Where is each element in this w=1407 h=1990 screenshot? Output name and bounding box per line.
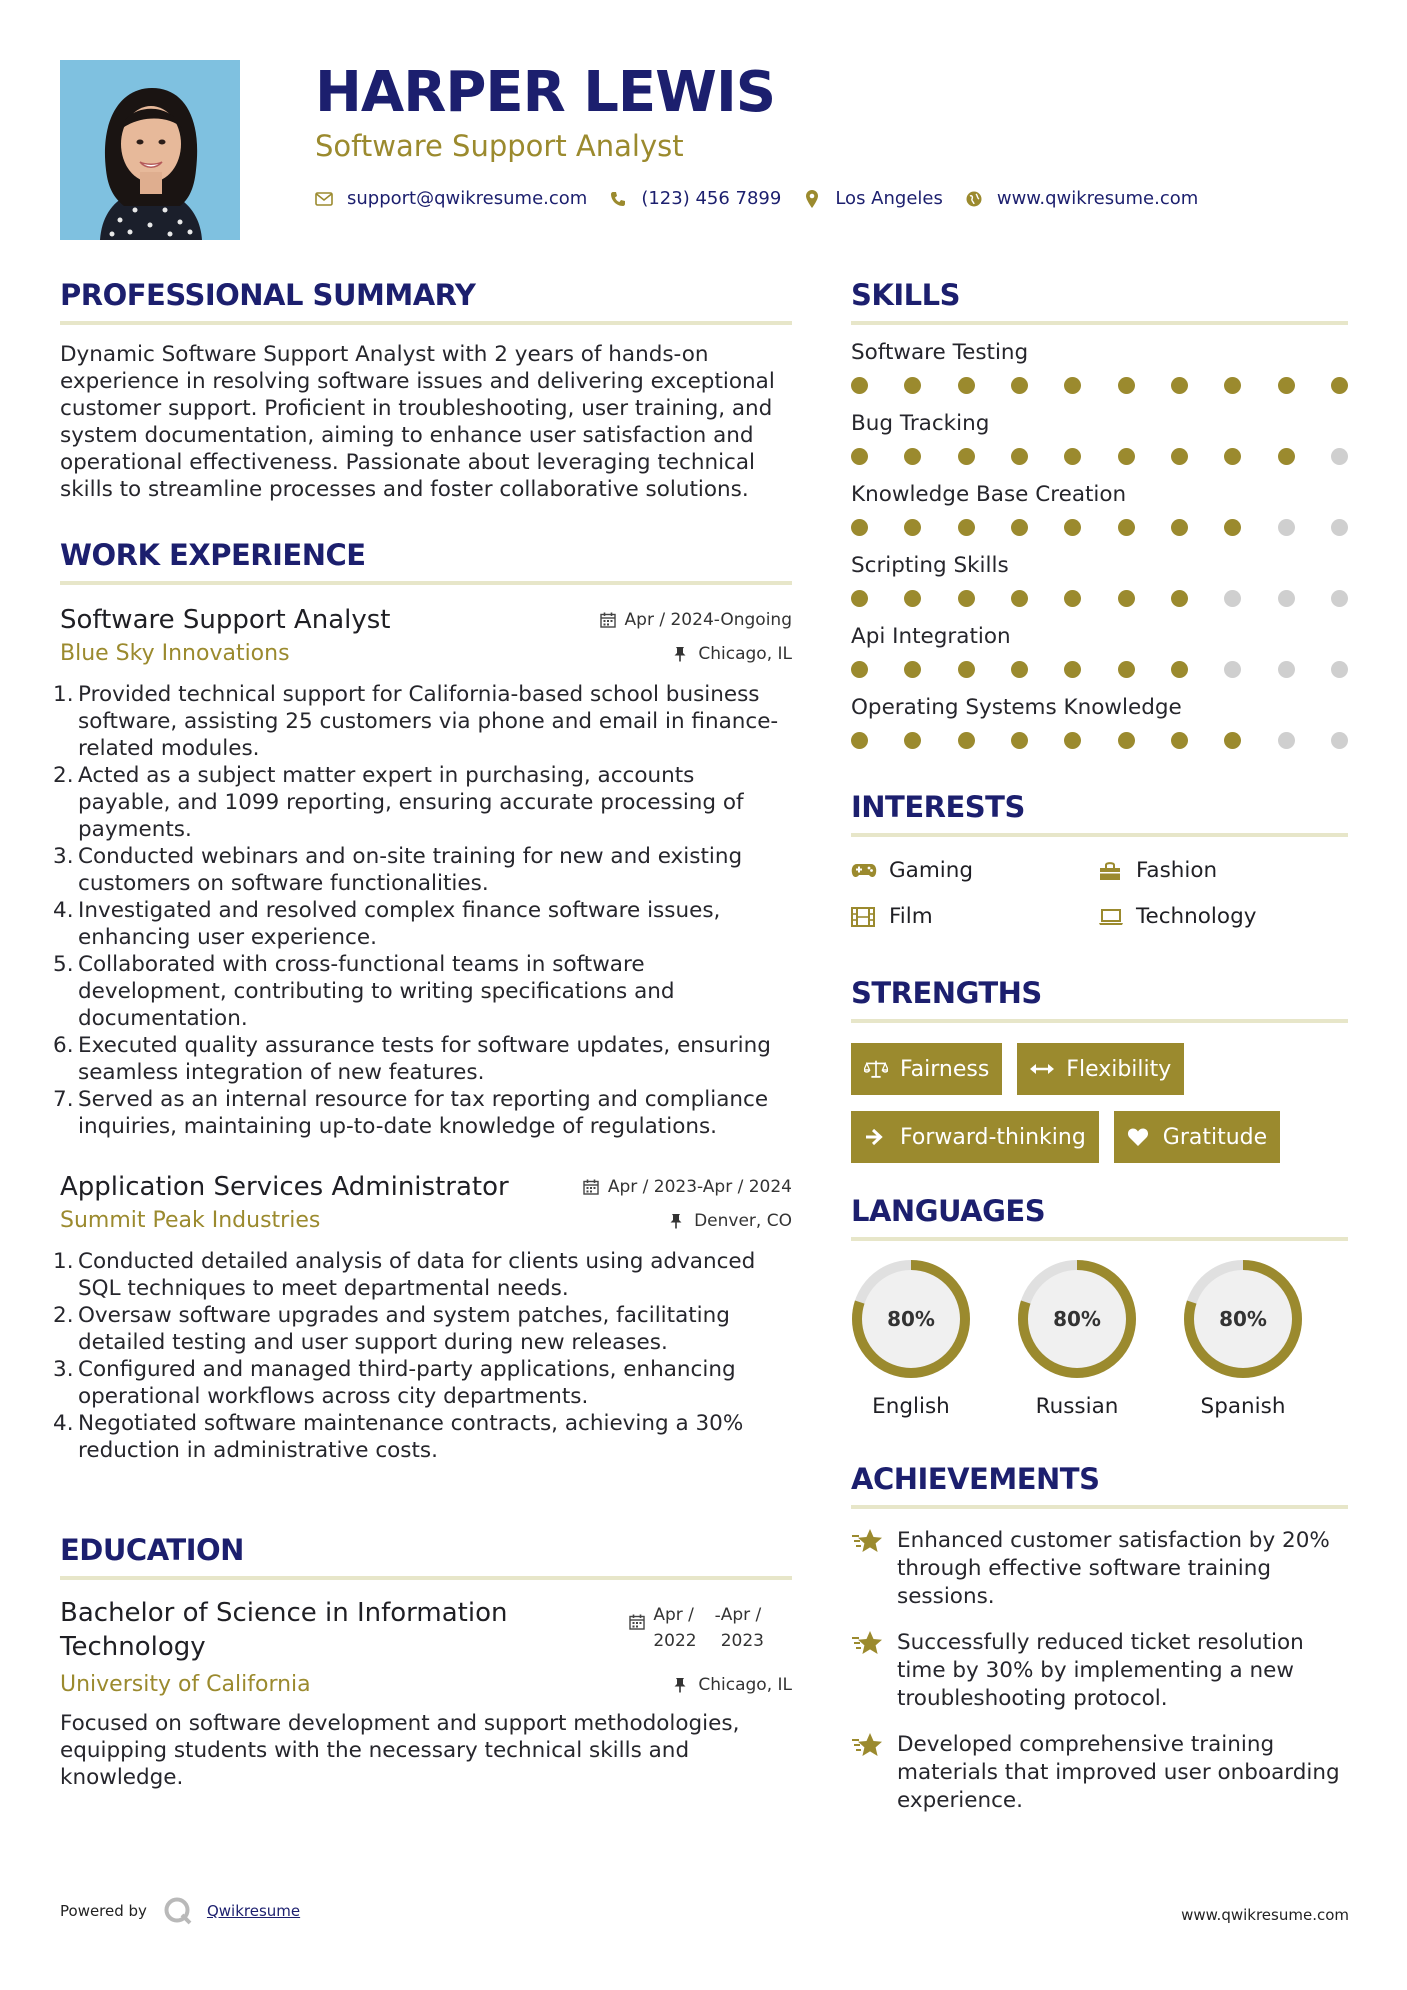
contact-bar xyxy=(315,188,1355,209)
rating-dot-filled xyxy=(1064,448,1081,465)
summary-title: PROFESSIONAL SUMMARY xyxy=(60,278,476,312)
gamepad-icon xyxy=(851,861,877,881)
experience-title: WORK EXPERIENCE xyxy=(60,538,366,572)
globe-icon xyxy=(965,190,983,208)
footer-powered-by xyxy=(60,1896,300,1926)
rating-dot-filled xyxy=(1064,590,1081,607)
achievement-text: Enhanced customer satisfaction by 20% through effective software training sessions. xyxy=(897,1528,1330,1609)
language-progress-ring xyxy=(1183,1259,1303,1379)
rating-dot-filled xyxy=(1171,377,1188,394)
start-month: Apr / xyxy=(653,1605,694,1625)
rating-dot-filled xyxy=(904,519,921,536)
job-location xyxy=(673,644,792,664)
pushpin-icon xyxy=(673,1677,689,1693)
rating-dot-filled xyxy=(1331,377,1348,394)
experience-section xyxy=(60,535,792,1464)
rating-dot-filled xyxy=(1011,732,1028,749)
rating-dot-filled xyxy=(958,590,975,607)
job-entry xyxy=(60,603,792,1140)
candidate-role: Software Support Analyst xyxy=(315,129,684,163)
candidate-name: HARPER LEWIS xyxy=(315,60,776,125)
interest-fashion xyxy=(1098,855,1348,887)
job-entry xyxy=(60,1170,792,1464)
rating-dot-empty xyxy=(1331,590,1348,607)
school-location xyxy=(673,1675,792,1695)
section-divider xyxy=(851,1505,1348,1509)
contact-location xyxy=(803,188,943,209)
degree-title: Bachelor of Science in Information Technology xyxy=(60,1598,508,1662)
languages-section xyxy=(851,1191,1348,1421)
rating-dot-empty xyxy=(1278,661,1295,678)
education-section xyxy=(60,1530,792,1791)
strength-tag-fairness xyxy=(851,1043,1002,1095)
map-marker-icon xyxy=(803,190,821,208)
company-name: Summit Peak Industries xyxy=(60,1208,321,1233)
rating-dot-filled xyxy=(1118,448,1135,465)
rating-dot-filled xyxy=(904,377,921,394)
education-dates xyxy=(629,1602,764,1654)
section-divider xyxy=(851,1019,1348,1023)
rating-dot-filled xyxy=(1118,377,1135,394)
language-name: Russian xyxy=(1035,1394,1119,1419)
rating-dot-filled xyxy=(1224,519,1241,536)
skill-rating xyxy=(851,732,1348,749)
list-item: Conducted webinars and on-site training for new and existing customers on software functionalities. xyxy=(78,844,743,896)
job-dates-text: Apr / 2024-Ongoing xyxy=(624,610,792,630)
interest-label: Film xyxy=(889,904,933,929)
rating-dot-filled xyxy=(851,661,868,678)
list-item: Executed quality assurance tests for software updates, ensuring seamless integration of new features. xyxy=(78,1033,771,1085)
rating-dot-filled xyxy=(904,732,921,749)
skill-name: Scripting Skills xyxy=(851,553,1009,578)
strength-label: Fairness xyxy=(900,1056,990,1082)
skill-name: Bug Tracking xyxy=(851,411,990,436)
rating-dot-filled xyxy=(958,519,975,536)
rating-dot-filled xyxy=(904,661,921,678)
date-separator: - xyxy=(714,1606,721,1626)
rating-dot-filled xyxy=(1278,448,1295,465)
section-divider xyxy=(60,581,792,585)
languages-list xyxy=(851,1259,1348,1421)
pushpin-icon xyxy=(669,1213,685,1229)
job-location xyxy=(669,1211,792,1231)
duties-list xyxy=(60,1248,792,1464)
skill-rating xyxy=(851,661,1348,678)
skill-rating xyxy=(851,448,1348,465)
rating-dot-filled xyxy=(1064,519,1081,536)
strengths-section xyxy=(851,973,1348,1163)
strength-tag-gratitude xyxy=(1114,1111,1280,1163)
rating-dot-empty xyxy=(1331,661,1348,678)
start-year: 2022 xyxy=(653,1631,697,1651)
rating-dot-filled xyxy=(851,590,868,607)
rating-dot-empty xyxy=(1278,590,1295,607)
achievement-item xyxy=(851,1731,1348,1815)
list-item: Collaborated with cross-functional teams in software development, contributing to writing specifications and documentation. xyxy=(78,952,675,1031)
interest-label: Technology xyxy=(1136,904,1257,929)
laptop-icon xyxy=(1098,907,1124,927)
list-item: Oversaw software upgrades and system patches, facilitating detailed testing and user support during new releases. xyxy=(78,1303,730,1355)
contact-email[interactable] xyxy=(315,188,587,209)
achievement-text: Successfully reduced ticket resolution time by 30% by implementing a new troubleshooting protocol. xyxy=(897,1630,1304,1711)
language-progress-ring xyxy=(1017,1259,1137,1379)
film-icon xyxy=(851,907,877,927)
rating-dot-empty xyxy=(1331,519,1348,536)
rating-dot-filled xyxy=(904,590,921,607)
rating-dot-filled xyxy=(1278,377,1295,394)
school-location-text: Chicago, IL xyxy=(698,1675,792,1695)
skills-title: SKILLS xyxy=(851,278,960,312)
rating-dot-empty xyxy=(1224,590,1241,607)
rating-dot-filled xyxy=(851,377,868,394)
section-divider xyxy=(60,321,792,325)
section-divider xyxy=(851,833,1348,837)
skill-name: Software Testing xyxy=(851,340,1029,365)
strength-tag-flexibility xyxy=(1017,1043,1184,1095)
achievement-item xyxy=(851,1629,1348,1713)
arrow-right-icon xyxy=(864,1127,888,1147)
email-text: support@qwikresume.com xyxy=(347,188,588,209)
education-title: EDUCATION xyxy=(60,1533,244,1567)
strength-label: Flexibility xyxy=(1066,1056,1172,1082)
skill-rating xyxy=(851,519,1348,536)
rating-dot-filled xyxy=(1011,519,1028,536)
left-column xyxy=(60,275,792,1791)
achievements-section xyxy=(851,1459,1348,1815)
profile-photo xyxy=(60,60,240,240)
list-item: Acted as a subject matter expert in purchasing, accounts payable, and 1099 reporting, ensuring accurate processing of payments. xyxy=(78,763,744,842)
summary-section xyxy=(60,275,792,503)
strength-tag-forward-thinking xyxy=(851,1111,1099,1163)
language-item xyxy=(851,1259,971,1421)
strength-label: Gratitude xyxy=(1162,1124,1268,1150)
rating-dot-filled xyxy=(1171,590,1188,607)
skill-name: Operating Systems Knowledge xyxy=(851,695,1182,720)
rating-dot-filled xyxy=(1064,732,1081,749)
calendar-icon xyxy=(583,1179,599,1195)
rating-dot-filled xyxy=(851,448,868,465)
language-percent: 80% xyxy=(887,1307,935,1331)
list-item: Served as an internal resource for tax reporting and compliance inquiries, maintaining up-to-date knowledge of regulations. xyxy=(78,1087,769,1139)
company-name: Blue Sky Innovations xyxy=(60,641,290,666)
skill-rating xyxy=(851,377,1348,394)
portrait-image xyxy=(60,60,240,240)
rating-dot-empty xyxy=(1331,732,1348,749)
interest-technology xyxy=(1098,901,1348,933)
duties-list xyxy=(60,681,792,1140)
skill-rating xyxy=(851,590,1348,607)
star-badge-icon xyxy=(851,1527,885,1555)
rating-dot-empty xyxy=(1331,448,1348,465)
rating-dot-filled xyxy=(1011,377,1028,394)
section-divider xyxy=(851,321,1348,325)
calendar-icon xyxy=(629,1614,645,1635)
location-text: Los Angeles xyxy=(835,188,943,209)
star-badge-icon xyxy=(851,1731,885,1759)
interest-label: Fashion xyxy=(1136,858,1218,883)
rating-dot-filled xyxy=(1118,732,1135,749)
rating-dot-filled xyxy=(1224,377,1241,394)
rating-dot-filled xyxy=(958,377,975,394)
list-item: Investigated and resolved complex finance software issues, enhancing user experience. xyxy=(78,898,721,950)
rating-dot-empty xyxy=(1278,732,1295,749)
rating-dot-filled xyxy=(1171,661,1188,678)
list-item: Conducted detailed analysis of data for clients using advanced SQL techniques to meet departmental needs. xyxy=(78,1249,756,1301)
end-year: 2023 xyxy=(720,1631,764,1651)
interest-film xyxy=(851,901,1098,933)
right-column xyxy=(851,275,1348,1815)
education-description: Focused on software development and support methodologies, equipping students with the necessary technical skills and knowledge. xyxy=(60,1711,740,1790)
qwikresume-logo-icon xyxy=(163,1896,193,1926)
job-location-text: Denver, CO xyxy=(694,1211,792,1231)
calendar-icon xyxy=(600,612,616,628)
language-item xyxy=(1183,1259,1303,1421)
rating-dot-filled xyxy=(958,448,975,465)
balance-scale-icon xyxy=(864,1059,888,1079)
end-month: Apr / xyxy=(720,1605,762,1625)
language-progress-ring xyxy=(851,1259,971,1379)
skills-section xyxy=(851,275,1348,749)
rating-dot-filled xyxy=(958,732,975,749)
rating-dot-filled xyxy=(904,448,921,465)
achievement-item xyxy=(851,1527,1348,1611)
rating-dot-filled xyxy=(1118,590,1135,607)
star-badge-icon xyxy=(851,1629,885,1657)
list-item: Provided technical support for California-based school business software, assisting 25 customers via phone and email in finance-related modules. xyxy=(78,682,779,761)
phone-text: (123) 456 7899 xyxy=(641,188,782,209)
skill-name: Api Integration xyxy=(851,624,1011,649)
rating-dot-filled xyxy=(1011,590,1028,607)
resume-header xyxy=(315,58,1355,209)
footer-website[interactable]: www.qwikresume.com xyxy=(1181,1906,1349,1924)
language-percent: 80% xyxy=(1219,1307,1267,1331)
section-divider xyxy=(60,1576,792,1580)
rating-dot-filled xyxy=(1171,448,1188,465)
summary-text: Dynamic Software Support Analyst with 2 years of hands-on experience in resolving software issues and delivering exceptional customer support. Proficient in troubleshooting, user training, and system documentation, aiming to enhance user satisfaction and operational effectiveness. Passionate about leveraging technical skills to streamline processes and foster collaborative solutions. xyxy=(60,342,775,502)
skill-name: Knowledge Base Creation xyxy=(851,482,1127,507)
rating-dot-filled xyxy=(851,519,868,536)
envelope-icon xyxy=(315,190,333,208)
section-divider xyxy=(851,1237,1348,1241)
achievements-title: ACHIEVEMENTS xyxy=(851,1462,1100,1496)
rating-dot-empty xyxy=(1224,661,1241,678)
language-name: Spanish xyxy=(1200,1394,1286,1419)
rating-dot-filled xyxy=(1011,448,1028,465)
phone-icon xyxy=(609,190,627,208)
arrows-horizontal-icon xyxy=(1030,1059,1054,1079)
rating-dot-empty xyxy=(1278,519,1295,536)
interest-label: Gaming xyxy=(889,858,974,883)
job-title: Software Support Analyst xyxy=(60,605,391,635)
strengths-title: STRENGTHS xyxy=(851,976,1042,1010)
rating-dot-filled xyxy=(1118,519,1135,536)
languages-title: LANGUAGES xyxy=(851,1194,1046,1228)
heart-icon xyxy=(1127,1127,1151,1147)
achievement-text: Developed comprehensive training materials that improved user onboarding experience. xyxy=(897,1732,1340,1813)
language-item xyxy=(1017,1259,1137,1421)
job-dates-text: Apr / 2023-Apr / 2024 xyxy=(607,1177,792,1197)
powered-by-text: Powered by xyxy=(60,1902,147,1920)
list-item: Negotiated software maintenance contracts, achieving a 30% reduction in administrative costs. xyxy=(78,1411,744,1463)
rating-dot-filled xyxy=(1224,448,1241,465)
contact-phone[interactable] xyxy=(609,188,781,209)
rating-dot-filled xyxy=(958,661,975,678)
job-dates xyxy=(583,1177,792,1197)
language-percent: 80% xyxy=(1053,1307,1101,1331)
rating-dot-filled xyxy=(1171,519,1188,536)
job-title: Application Services Administrator xyxy=(60,1172,509,1202)
rating-dot-filled xyxy=(1224,732,1241,749)
skills-list xyxy=(851,339,1348,749)
interest-gaming xyxy=(851,855,1098,887)
rating-dot-filled xyxy=(1171,732,1188,749)
pushpin-icon xyxy=(673,646,689,662)
rating-dot-filled xyxy=(1118,661,1135,678)
rating-dot-filled xyxy=(1064,661,1081,678)
language-name: English xyxy=(872,1394,950,1419)
bag-icon xyxy=(1098,861,1124,881)
job-dates xyxy=(600,610,792,630)
rating-dot-filled xyxy=(1064,377,1081,394)
contact-website[interactable] xyxy=(965,188,1198,209)
website-text: www.qwikresume.com xyxy=(996,188,1199,209)
rating-dot-filled xyxy=(1011,661,1028,678)
interests-title: INTERESTS xyxy=(851,790,1025,824)
brand-link[interactable]: Qwikresume xyxy=(206,1902,301,1920)
interests-section xyxy=(851,787,1348,933)
rating-dot-filled xyxy=(851,732,868,749)
strength-label: Forward-thinking xyxy=(900,1124,1086,1150)
school-name: University of California xyxy=(60,1672,311,1697)
list-item: Configured and managed third-party applications, enhancing operational workflows across city departments. xyxy=(78,1357,736,1409)
job-location-text: Chicago, IL xyxy=(698,644,792,664)
